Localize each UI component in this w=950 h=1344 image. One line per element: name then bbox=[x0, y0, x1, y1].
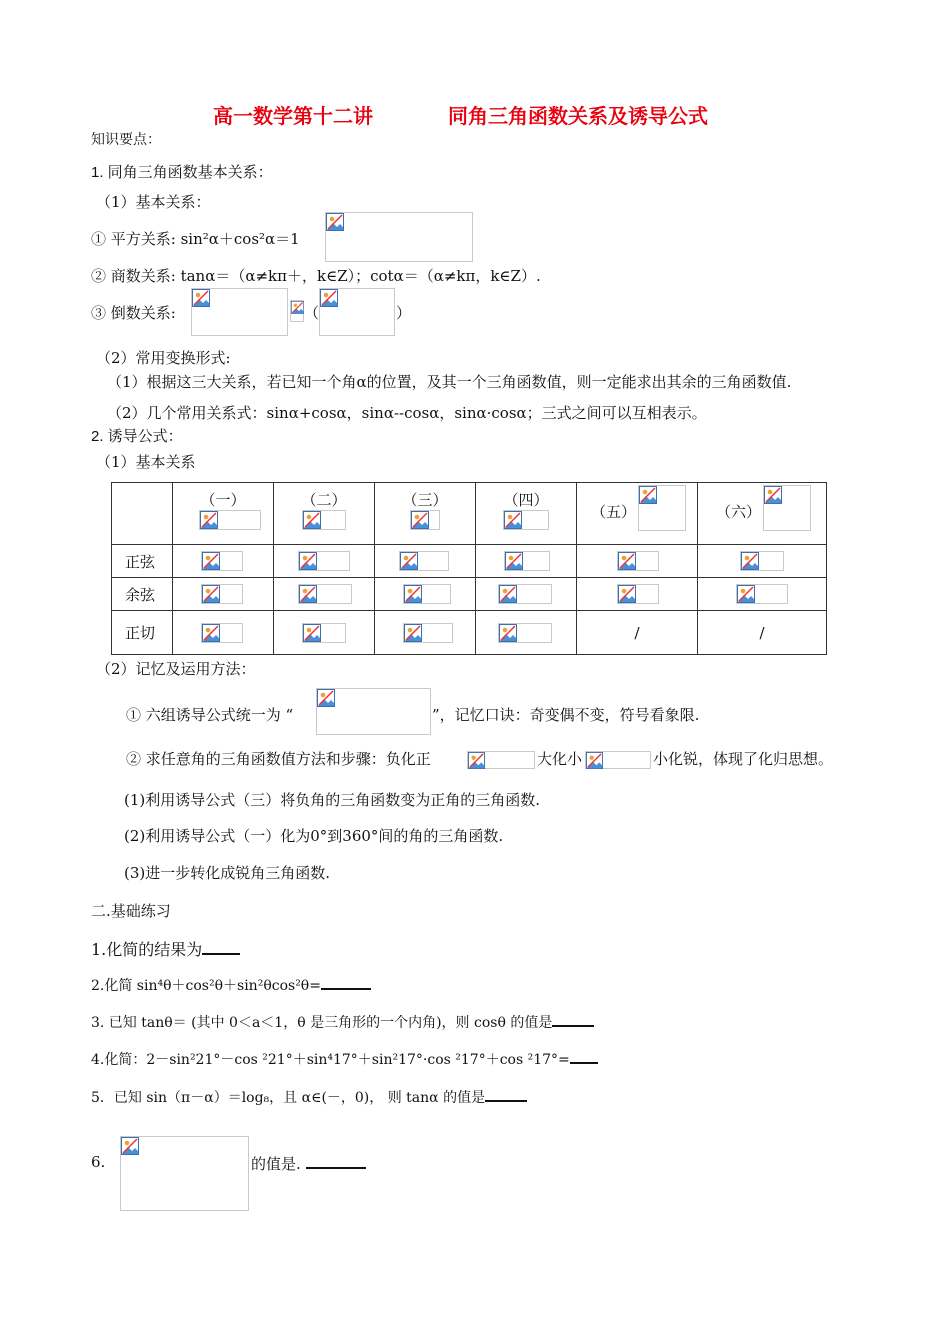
formula-image-placeholder bbox=[467, 751, 535, 769]
image-icon bbox=[618, 585, 636, 603]
image-icon bbox=[499, 624, 517, 642]
answer-blank[interactable] bbox=[306, 1167, 366, 1169]
image-icon bbox=[586, 752, 603, 769]
question-5 bbox=[91, 1087, 527, 1107]
formula-image-placeholder bbox=[298, 551, 350, 571]
knowledge-heading: 知识要点： bbox=[91, 132, 161, 148]
table-cell bbox=[577, 545, 698, 578]
formula-image-placeholder bbox=[298, 584, 352, 604]
quotient-relation: ② 商数关系: tanα＝（α≠kπ＋，k∈Z）；cotα＝（α≠kπ，k∈Z）. bbox=[91, 267, 541, 285]
image-icon bbox=[317, 689, 335, 707]
formula-image-placeholder bbox=[191, 288, 288, 336]
question-2 bbox=[91, 975, 371, 995]
formula-image-placeholder bbox=[199, 510, 261, 530]
formula-image-placeholder bbox=[498, 584, 552, 604]
section2-heading: 2. 诱导公式： bbox=[91, 428, 183, 445]
table-header bbox=[577, 483, 698, 545]
image-icon bbox=[303, 511, 321, 529]
table-corner bbox=[112, 483, 173, 545]
image-icon bbox=[400, 552, 418, 570]
memory-method-2-mid: 大化小 bbox=[537, 750, 583, 768]
formula-image-placeholder bbox=[498, 623, 552, 643]
reciprocal-relation: ③ 倒数关系: bbox=[91, 304, 176, 322]
image-icon bbox=[411, 511, 429, 529]
image-icon bbox=[320, 289, 338, 307]
answer-blank[interactable] bbox=[570, 1062, 598, 1064]
title-left: 高一数学第十二讲 bbox=[213, 104, 373, 128]
square-relation: ① 平方关系: sin²α＋cos²α＝1 bbox=[91, 230, 300, 248]
formula-image-placeholder bbox=[763, 485, 811, 531]
row-label: 正切 bbox=[112, 611, 173, 655]
table-cell bbox=[698, 545, 827, 578]
table-row bbox=[112, 611, 827, 655]
table-header bbox=[274, 483, 375, 545]
answer-blank[interactable] bbox=[485, 1100, 527, 1102]
formula-image-placeholder bbox=[617, 584, 659, 604]
formula-image-placeholder bbox=[585, 751, 651, 769]
table-row bbox=[112, 578, 827, 611]
image-icon bbox=[639, 486, 657, 504]
section1-heading: 1. 同角三角函数基本关系： bbox=[91, 164, 273, 181]
formula-image-placeholder bbox=[302, 623, 346, 643]
image-icon bbox=[200, 511, 218, 529]
formula-image-placeholder bbox=[201, 623, 243, 643]
row-label: 正弦 bbox=[112, 545, 173, 578]
question-4 bbox=[91, 1049, 598, 1069]
formula-image-placeholder bbox=[617, 551, 659, 571]
memory-method-2-pre: ② 求任意角的三角函数值方法和步骤：负化正 bbox=[126, 750, 431, 768]
table-row bbox=[112, 545, 827, 578]
question-4-text: 4.化简：2－sin²21°－cos ²21°＋sin⁴17°＋sin²17°·cos ²17°＋cos ²17°= bbox=[91, 1052, 570, 1068]
table-header bbox=[375, 483, 476, 545]
s1-sub1: （1）基本关系： bbox=[96, 193, 211, 211]
image-icon bbox=[121, 1137, 139, 1155]
image-icon bbox=[741, 552, 759, 570]
header-label: （五） bbox=[591, 503, 637, 521]
question-1 bbox=[91, 937, 240, 960]
table-cell bbox=[375, 545, 476, 578]
table-cell bbox=[274, 545, 375, 578]
formula-image-placeholder bbox=[201, 551, 243, 571]
formula-image-placeholder bbox=[736, 584, 788, 604]
answer-blank[interactable] bbox=[202, 953, 240, 955]
question-3 bbox=[91, 1012, 594, 1032]
table-header bbox=[173, 483, 274, 545]
table-cell bbox=[698, 578, 827, 611]
image-icon bbox=[299, 585, 317, 603]
answer-blank[interactable] bbox=[552, 1025, 594, 1027]
image-icon bbox=[404, 624, 422, 642]
formula-image-placeholder bbox=[319, 288, 395, 336]
header-label: （四） bbox=[503, 491, 549, 509]
table-cell bbox=[173, 611, 274, 655]
question-6-text: 的值是. bbox=[251, 1155, 301, 1173]
image-icon bbox=[618, 552, 636, 570]
formula-image-placeholder bbox=[410, 510, 440, 530]
image-icon bbox=[192, 289, 210, 307]
table-cell bbox=[577, 578, 698, 611]
question-6 bbox=[251, 1153, 366, 1174]
header-label: （六） bbox=[716, 503, 762, 521]
formula-image-placeholder bbox=[290, 300, 304, 322]
title-right: 同角三角函数关系及诱导公式 bbox=[448, 104, 708, 128]
s1-paragraph2: （2）几个常用关系式：sinα+cosα，sinα--cosα，sinα·cosα；三式之间可以互相表示。 bbox=[107, 404, 707, 422]
table-cell bbox=[173, 578, 274, 611]
formula-image-placeholder bbox=[325, 212, 473, 262]
image-icon bbox=[504, 511, 522, 529]
image-icon bbox=[499, 585, 517, 603]
question-2-text: 2.化简 sin⁴θ＋cos²θ＋sin²θcos²θ= bbox=[91, 978, 321, 994]
step-2: (2)利用诱导公式（一）化为0°到360°间的角的三角函数. bbox=[124, 827, 504, 845]
s2-sub1: （1）基本关系 bbox=[96, 453, 196, 471]
memory-method-1-pre: ① 六组诱导公式统一为 “ bbox=[126, 706, 294, 724]
table-header bbox=[698, 483, 827, 545]
practice-heading: 二.基础练习 bbox=[91, 902, 171, 920]
image-icon bbox=[326, 213, 344, 231]
question-6-number: 6. bbox=[91, 1153, 106, 1171]
step-3: (3)进一步转化成锐角三角函数. bbox=[124, 864, 331, 882]
table-cell bbox=[375, 578, 476, 611]
memory-method-2-post: 小化锐，体现了化归思想。 bbox=[653, 750, 834, 768]
s2-sub2: （2）记忆及运用方法： bbox=[96, 660, 256, 678]
formula-image-placeholder bbox=[403, 584, 451, 604]
image-icon bbox=[764, 486, 782, 504]
header-label: （二） bbox=[301, 491, 347, 509]
formula-image-placeholder bbox=[403, 623, 453, 643]
paren-open: （ bbox=[304, 304, 320, 322]
formula-image-placeholder bbox=[399, 551, 449, 571]
question-3-text: 3. 已知 tanθ＝ (其中 0＜a＜1，θ 是三角形的一个内角)，则 cosθ 的值是 bbox=[91, 1015, 553, 1031]
answer-blank[interactable] bbox=[321, 988, 371, 990]
image-icon bbox=[404, 585, 422, 603]
image-icon bbox=[303, 624, 321, 642]
induction-formula-table bbox=[111, 482, 827, 655]
formula-image-placeholder bbox=[740, 551, 784, 571]
question-1-text: 1.化简的结果为 bbox=[91, 940, 203, 959]
table-cell bbox=[173, 545, 274, 578]
table-cell: / bbox=[577, 611, 698, 655]
image-icon bbox=[505, 552, 523, 570]
s1-sub2: （2）常用变换形式: bbox=[96, 349, 231, 367]
paren-close: ） bbox=[396, 304, 412, 322]
table-cell bbox=[375, 611, 476, 655]
formula-image-placeholder bbox=[638, 485, 686, 531]
s1-paragraph1: （1）根据这三大关系，若已知一个角α的位置，及其一个三角函数值，则一定能求出其余的三角函数值. bbox=[107, 373, 792, 391]
image-icon bbox=[291, 301, 304, 314]
image-icon bbox=[737, 585, 755, 603]
table-cell bbox=[274, 578, 375, 611]
row-label: 余弦 bbox=[112, 578, 173, 611]
formula-image-placeholder bbox=[316, 688, 431, 735]
formula-image-placeholder bbox=[504, 551, 550, 571]
formula-image-placeholder bbox=[503, 510, 549, 530]
table-cell bbox=[476, 545, 577, 578]
image-icon bbox=[202, 552, 220, 570]
question-5-text: 5．已知 sin（π－α）＝log₈，且 α∈(－，0)， 则 tanα 的值是 bbox=[91, 1090, 486, 1106]
image-icon bbox=[202, 624, 220, 642]
step-1: (1)利用诱导公式（三）将负角的三角函数变为正角的三角函数. bbox=[124, 791, 541, 809]
header-label: （三） bbox=[402, 491, 448, 509]
table-cell bbox=[476, 611, 577, 655]
formula-image-placeholder bbox=[201, 584, 243, 604]
table-cell bbox=[274, 611, 375, 655]
image-icon bbox=[202, 585, 220, 603]
header-label: （一） bbox=[200, 491, 246, 509]
table-cell: / bbox=[698, 611, 827, 655]
formula-image-placeholder bbox=[302, 510, 346, 530]
table-header bbox=[476, 483, 577, 545]
image-icon bbox=[468, 752, 485, 769]
memory-method-1-post: ”，记忆口诀：奇变偶不变，符号看象限. bbox=[432, 706, 700, 724]
table-cell bbox=[476, 578, 577, 611]
formula-image-placeholder bbox=[120, 1136, 249, 1211]
image-icon bbox=[299, 552, 317, 570]
